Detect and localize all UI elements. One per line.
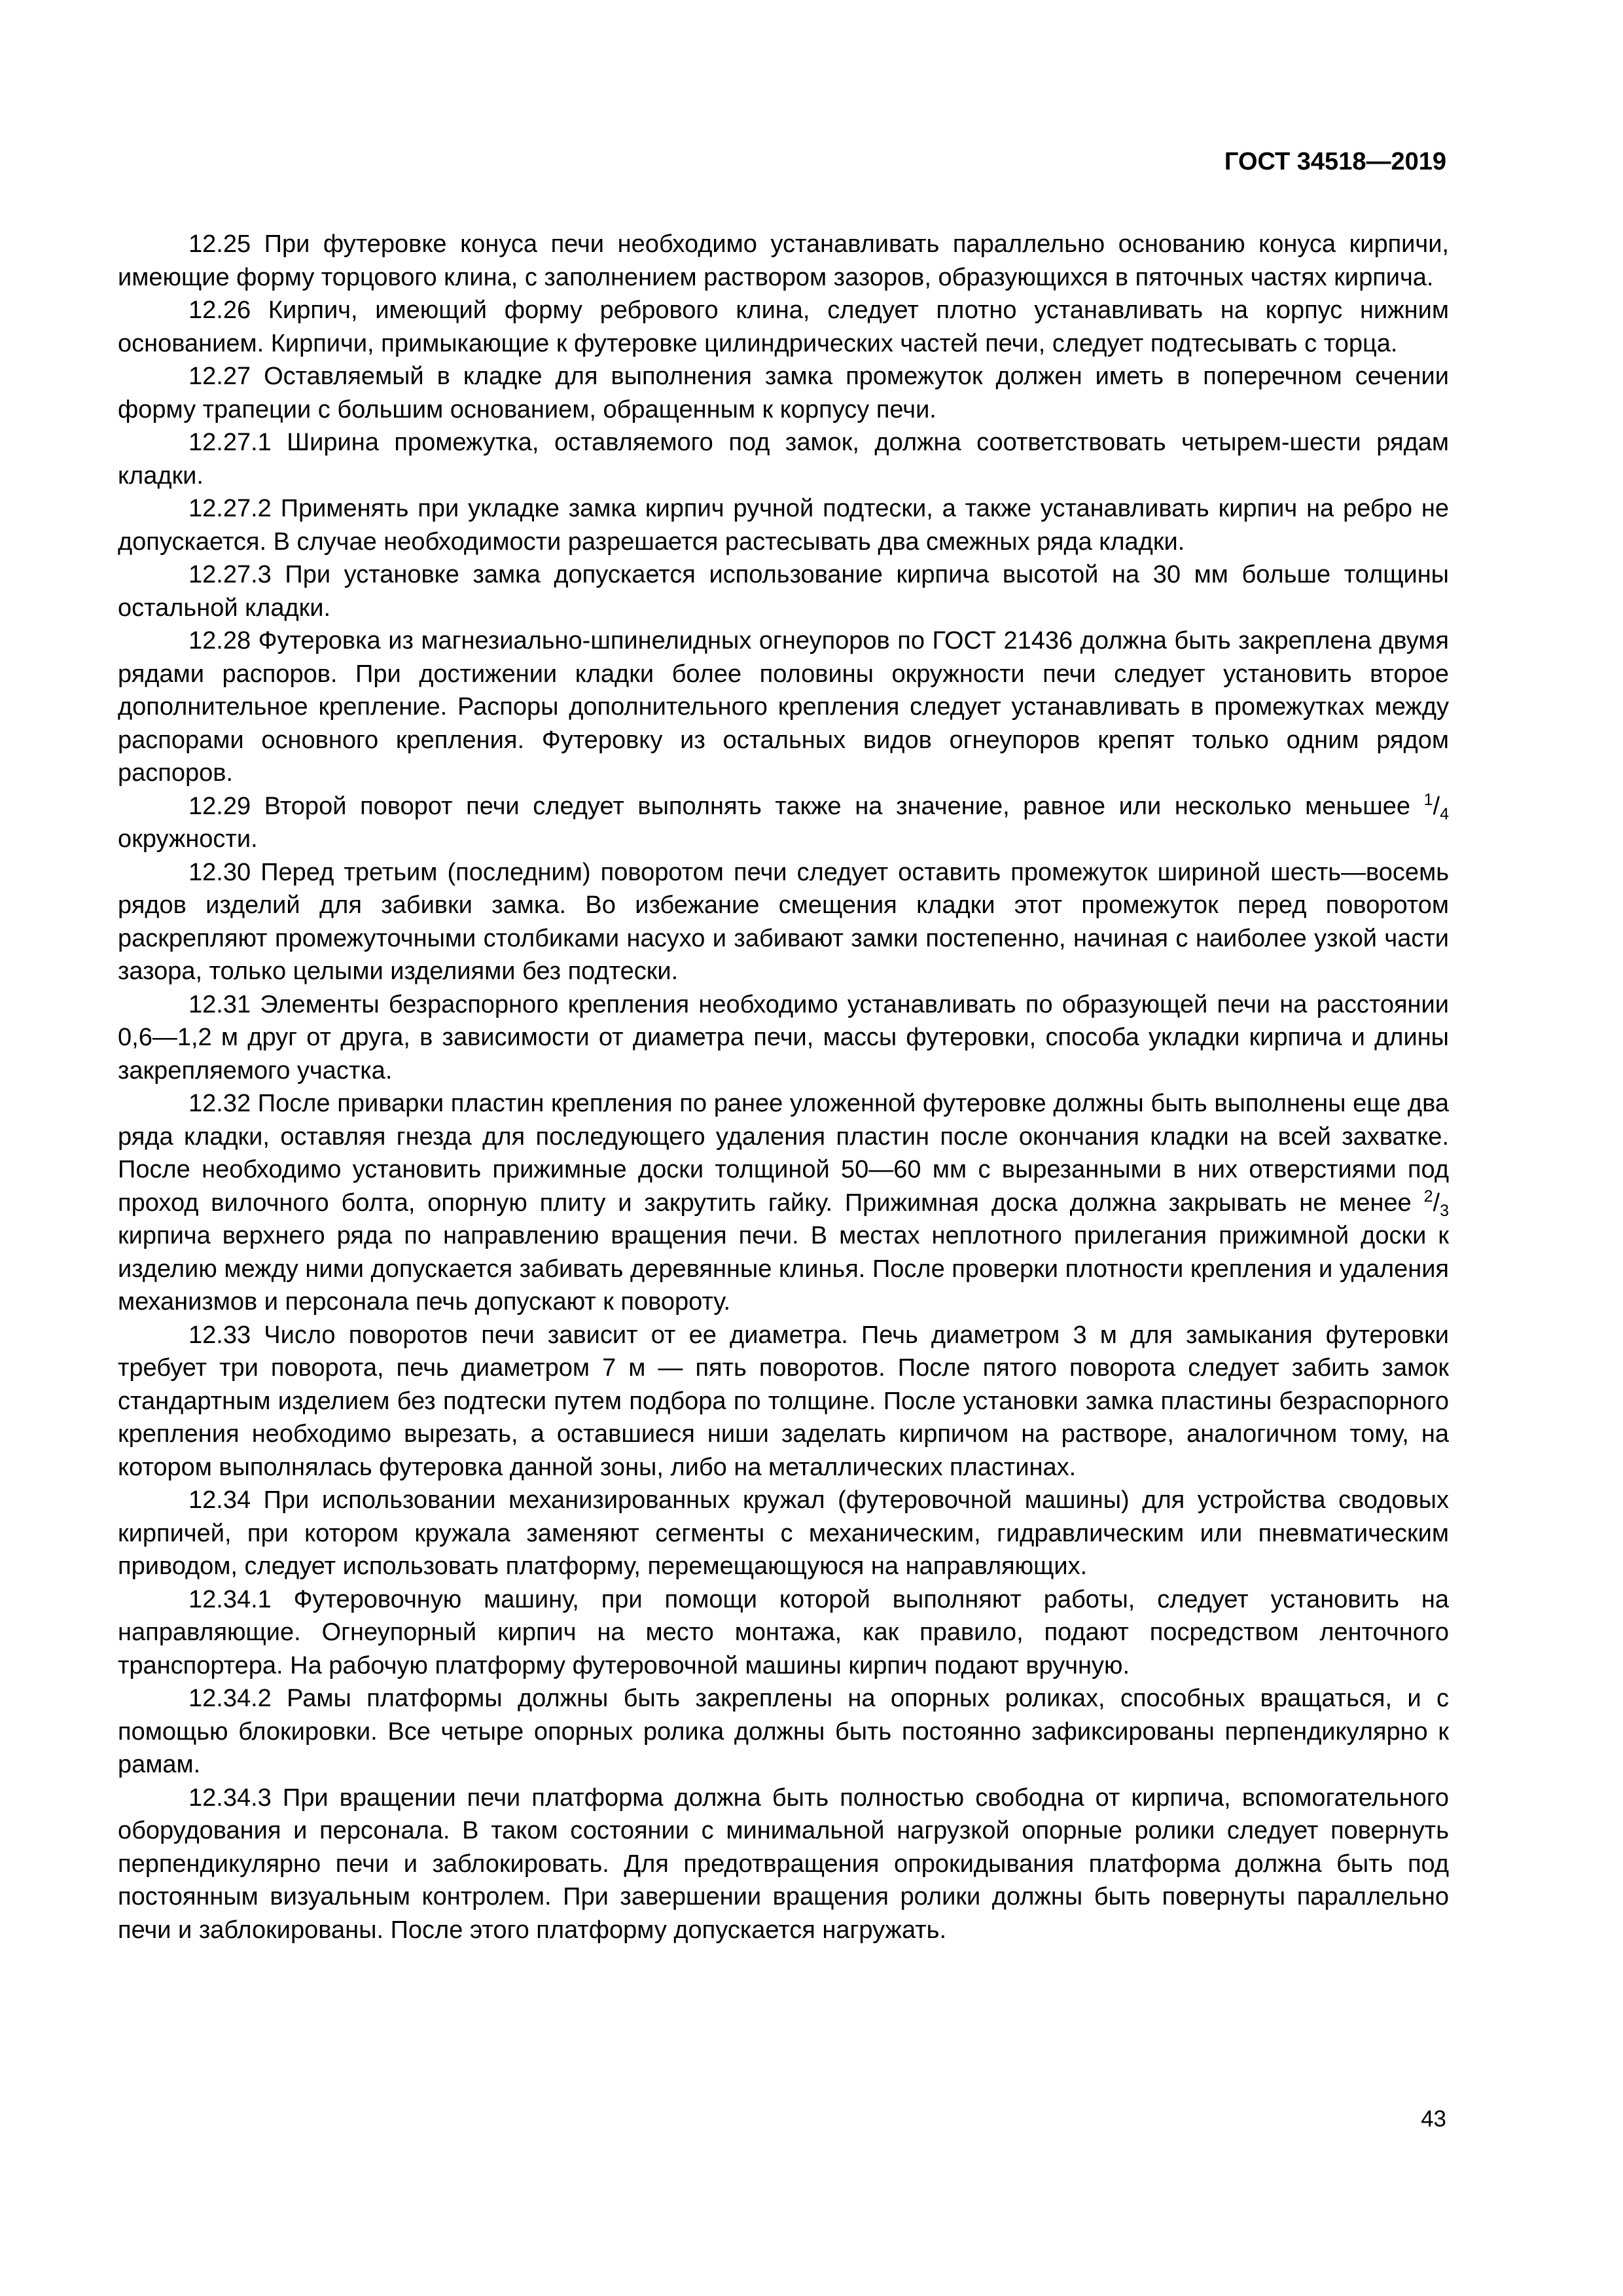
paragraph-12-29-text-before: 12.29 Второй поворот печи следует выполнять также на значение, равное или несколько меньшее [188,792,1424,820]
paragraph-12-27-3: 12.27.3 При установке замка допускается использование кирпича высотой на 30 мм больше толщины остальной кладки. [118,561,1449,622]
paragraph-12-28: 12.28 Футеровка из магнезиально-шпинелидных огнеупоров по ГОСТ 21436 должна быть закреплена двумя рядами распоров. При достижении кладки более половины окружности печи следует установить второе дополнительное крепление. Распоры дополнительного крепления следует устанавливать в промежутках между распорами основного крепления. Футеровку из остальных видов огнеупоров крепят только одним рядом распоров. [118,627,1449,787]
paragraph-12-30: 12.30 Перед третьим (последним) поворотом печи следует оставить промежуток шириной шесть—восемь рядов изделий для забивки замка. Во избежание смещения кладки этот промежуток перед поворотом раскрепляют промежуточными столбиками насухо и забивают замки постепенно, начиная с наиболее узкой части зазора, только целыми изделиями без подтески. [118,858,1449,985]
document-header: ГОСТ 34518—2019 [1224,148,1446,175]
paragraph-12-34-1: 12.34.1 Футеровочную машину, при помощи которой выполняют работы, следует установить на направляющие. Огнеупорный кирпич на место монтажа, как правило, подают посредством ленточного транспортера. На рабочую платформу футеровочной машины кирпич подают вручную. [118,1585,1449,1679]
fraction-two-thirds: $^2/_3$ [1423,1187,1449,1220]
fraction-denominator: 4 [1440,804,1449,823]
paragraph-12-32-text-before: 12.32 После приварки пластин крепления по ранее уложенной футеровке должны быть выполнены еще два ряда кладки, оставляя гнезда для последующего удаления пластин после окончания кладки на всей захватке. После необходимо установить прижимные доски толщиной 50—60 мм с вырезанными в них отверстиями под проход вилочного болта, опорную плиту и закрутить гайку. Прижимная доска должна закрывать не менее [118,1090,1449,1217]
paragraph-12-34-2: 12.34.2 Рамы платформы должны быть закреплены на опорных роликах, способных вращаться, и с помощью блокировки. Все четыре опорных ролика должны быть постоянно зафиксированы перпендикулярно к рамам. [118,1685,1449,1778]
paragraph-12-27-2: 12.27.2 Применять при укладке замка кирпич ручной подтески, а также устанавливать кирпич на ребро не допускается. В случае необходимости разрешается растесывать два смежных ряда кладки. [118,495,1449,556]
paragraph-12-34: 12.34 При использовании механизированных кружал (футеровочной машины) для устройства сводовых кирпичей, при котором кружала заменяют сегменты с механическим, гидравлическим или пневматическим приводом, следует использовать платформу, перемещающуюся на направляющих. [118,1486,1449,1580]
page-number: 43 [1421,2106,1446,2132]
paragraph-12-25: 12.25 При футеровке конуса печи необходимо устанавливать параллельно основанию конуса кирпичи, имеющие форму торцового клина, с заполнением раствором зазоров, образующихся в пяточных частях кирпича. [118,230,1449,291]
paragraph-12-26: 12.26 Кирпич, имеющий форму ребрового клина, следует плотно устанавливать на корпус нижним основанием. Кирпичи, примыкающие к футеровке цилиндрических частей печи, следует подтесывать с торца. [118,296,1449,357]
paragraph-12-34-3: 12.34.3 При вращении печи платформа должна быть полностью свободна от кирпича, вспомогательного оборудования и персонала. В таком состоянии с минимальной нагрузкой опорные ролики следует повернуть перпендикулярно печи и заблокировать. Для предотвращения опрокидывания платформа должна быть под постоянным визуальным контролем. При завершении вращения ролики должны быть повернуты параллельно печи и заблокированы. После этого платформу допускается нагружать. [118,1784,1449,1944]
fraction-numerator: 2 [1423,1187,1433,1206]
fraction-one-quarter: $^1/_4$ [1423,790,1449,823]
paragraph-12-31: 12.31 Элементы безраспорного крепления необходимо устанавливать по образующей печи на расстоянии 0,6—1,2 м друг от друга, в зависимости от диаметра печи, массы футеровки, способа укладки кирпича и длины закрепляемого участка. [118,990,1449,1085]
paragraph-12-29-text-after: окружности. [118,825,258,853]
paragraph-12-29 [118,790,1449,856]
paragraph-12-32 [118,1087,1449,1319]
paragraph-12-32-text-after: кирпича верхнего ряда по направлению вращения печи. В местах неплотного прилегания прижимной доски к изделию между ними допускается забивать деревянные клинья. После проверки плотности крепления и удаления механизмов и персонала печь допускают к повороту. [118,1222,1449,1316]
paragraph-12-27-1: 12.27.1 Ширина промежутка, оставляемого под замок, должна соответствовать четырем-шести рядам кладки. [118,429,1449,490]
paragraph-12-33: 12.33 Число поворотов печи зависит от ее диаметра. Печь диаметром 3 м для замыкания футеровки требует три поворота, печь диаметром 7 м — пять поворотов. После пятого поворота следует забить замок стандартным изделием без подтески путем подбора по толщине. После установки замка пластины безраспорного крепления необходимо вырезать, а оставшиеся ниши заделать кирпичом на растворе, аналогичном тому, на котором выполнялась футеровка данной зоны, либо на металлических пластинах. [118,1321,1449,1481]
paragraph-12-27: 12.27 Оставляемый в кладке для выполнения замка промежуток должен иметь в поперечном сечении форму трапеции с большим основанием, обращенным к корпусу печи. [118,363,1449,423]
fraction-denominator: 3 [1440,1201,1449,1220]
document-body [118,228,1449,1946]
fraction-numerator: 1 [1423,790,1433,809]
